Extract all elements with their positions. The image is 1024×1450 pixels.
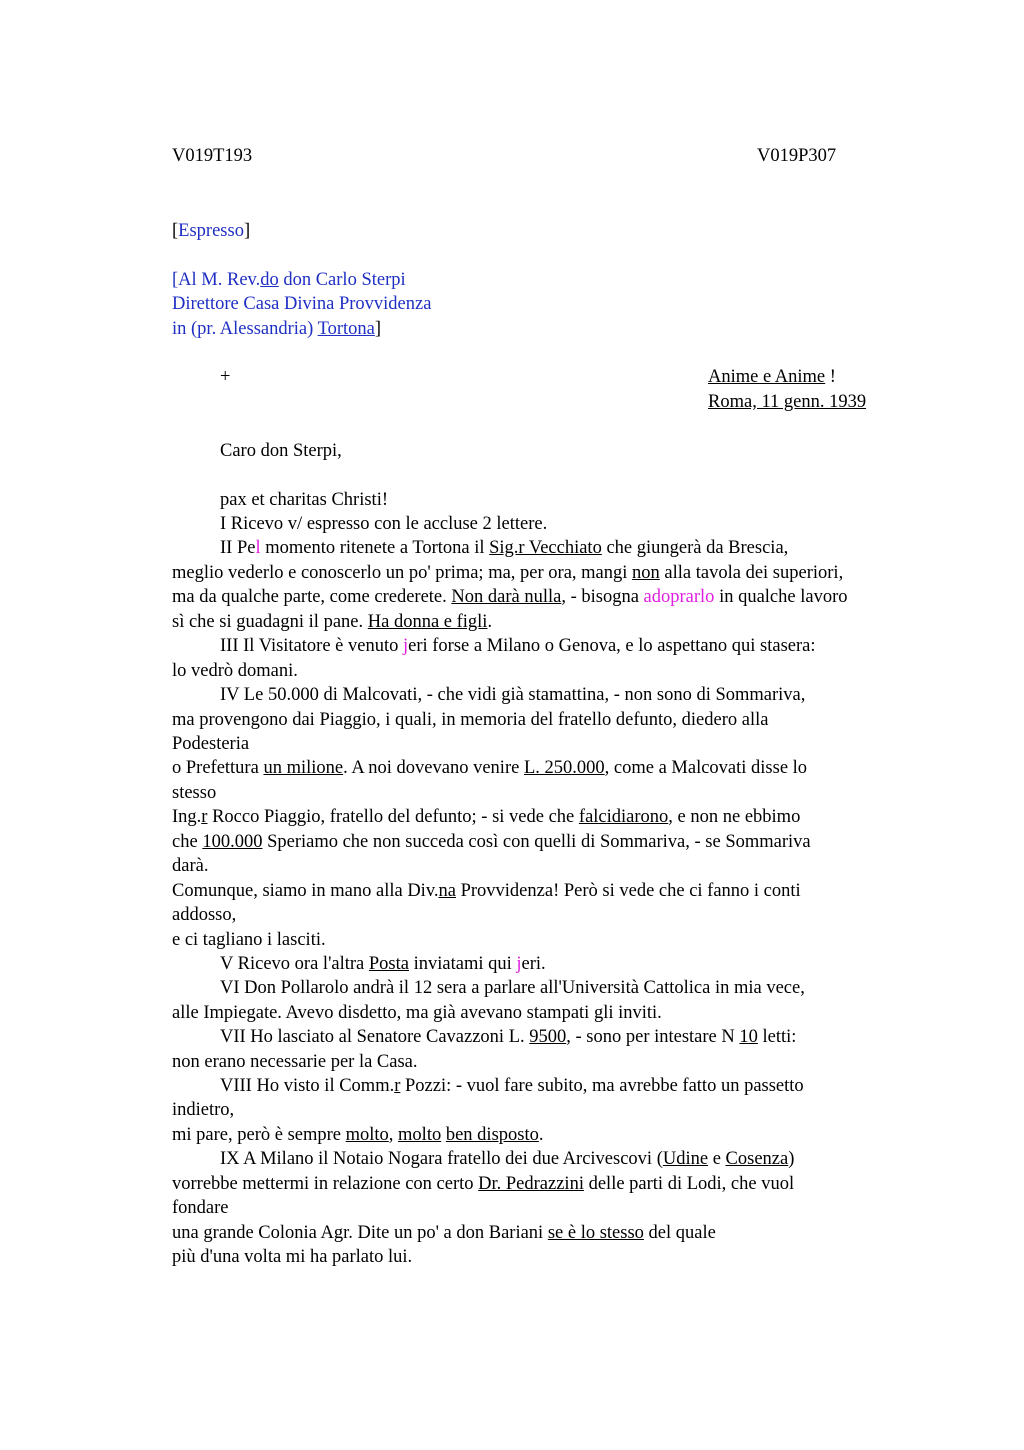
- paragraph-3-line-1: III Il Visitatore è venuto jeri forse a Milano o Genova, e lo aspettano qui stasera:: [220, 636, 816, 656]
- salutation: Caro don Sterpi,: [220, 441, 342, 461]
- paragraph-6-line-1: VI Don Pollarolo andrà il 12 sera a parlare all'Università Cattolica in mia vece,: [220, 978, 805, 998]
- paragraph-6-line-2: alle Impiegate. Avevo disdetto, ma già avevano stampati gli inviti.: [172, 1003, 662, 1023]
- paragraph-2-line-1: II Pel momento ritenete a Tortona il Sig.r Vecchiato che giungerà da Brescia,: [220, 538, 789, 558]
- paragraph-1: I Ricevo v/ espresso con le accluse 2 lettere.: [220, 514, 548, 534]
- paragraph-9-line-5: più d'una volta mi ha parlato lui.: [172, 1247, 413, 1267]
- paragraph-4-line-6: Ing.r Rocco Piaggio, fratello del defunto; - si vede che falcidiarono, e non ne ebbimo: [172, 807, 801, 827]
- paragraph-4-line-5: stesso: [172, 783, 217, 803]
- paragraph-4-line-1: IV Le 50.000 di Malcovati, - che vidi già stamattina, - non sono di Sommariva,: [220, 685, 806, 705]
- place-date: Roma, 11 genn. 1939: [708, 392, 867, 412]
- greeting: pax et charitas Christi!: [220, 490, 388, 510]
- paragraph-8-line-1: VIII Ho visto il Comm.r Pozzi: - vuol fare subito, ma avrebbe fatto un passetto: [220, 1076, 804, 1096]
- paragraph-7-line-1: VII Ho lasciato al Senatore Cavazzoni L. 9500, - sono per intestare N 10 letti:: [220, 1027, 797, 1047]
- paragraph-4-line-9: Comunque, siamo in mano alla Div.na Provvidenza! Però si vede che ci fanno i conti: [172, 881, 801, 901]
- paragraph-4-line-7: che 100.000 Speriamo che non succeda così con quelli di Sommariva, - se Sommariva: [172, 832, 811, 852]
- paragraph-4-line-11: e ci tagliano i lasciti.: [172, 930, 326, 950]
- paragraph-3-line-2: lo vedrò domani.: [172, 661, 298, 681]
- motto: Anime e Anime !: [708, 367, 836, 387]
- paragraph-2-line-3: ma da qualche parte, come crederete. Non darà nulla, - bisogna adoprarlo in qualche lavoro: [172, 587, 848, 607]
- paragraph-4-line-3: Podesteria: [172, 734, 250, 754]
- paragraph-4-line-2: ma provengono dai Piaggio, i quali, in memoria del fratello defunto, diedero alla: [172, 710, 769, 730]
- address-line-1: [Al M. Rev.do don Carlo Sterpi: [172, 270, 406, 290]
- paragraph-4-line-8: darà.: [172, 856, 209, 876]
- paragraph-9-line-4: una grande Colonia Agr. Dite un po' a don Bariani se è lo stesso del quale: [172, 1223, 716, 1243]
- paragraph-8-line-3: mi pare, però è sempre molto, molto ben disposto.: [172, 1125, 544, 1145]
- paragraph-9-line-2: vorrebbe mettermi in relazione con certo Dr. Pedrazzini delle parti di Lodi, che vuol: [172, 1174, 795, 1194]
- document-code-right: V019P307: [757, 146, 837, 166]
- document-code-left: V019T193: [172, 146, 253, 166]
- paragraph-8-line-2: indietro,: [172, 1100, 235, 1120]
- paragraph-2-line-4: sì che si guadagni il pane. Ha donna e figli.: [172, 612, 493, 632]
- cross-mark: +: [220, 367, 231, 387]
- paragraph-2-line-2: meglio vederlo e conoscerlo un po' prima; ma, per ora, mangi non alla tavola dei superiori,: [172, 563, 844, 583]
- address-line-2: Direttore Casa Divina Provvidenza: [172, 294, 432, 314]
- address-line-3: in (pr. Alessandria) Tortona]: [172, 319, 382, 339]
- paragraph-5: V Ricevo ora l'altra Posta inviatami qui jeri.: [220, 954, 546, 974]
- paragraph-4-line-10: addosso,: [172, 905, 237, 925]
- paragraph-9-line-3: fondare: [172, 1198, 229, 1218]
- paragraph-7-line-2: non erano necessarie per la Casa.: [172, 1052, 418, 1072]
- paragraph-9-line-1: IX A Milano il Notaio Nogara fratello dei due Arcivescovi (Udine e Cosenza): [220, 1149, 795, 1169]
- delivery-note: [Espresso]: [172, 221, 251, 241]
- paragraph-4-line-4: o Prefettura un milione. A noi dovevano venire L. 250.000, come a Malcovati disse lo: [172, 758, 808, 778]
